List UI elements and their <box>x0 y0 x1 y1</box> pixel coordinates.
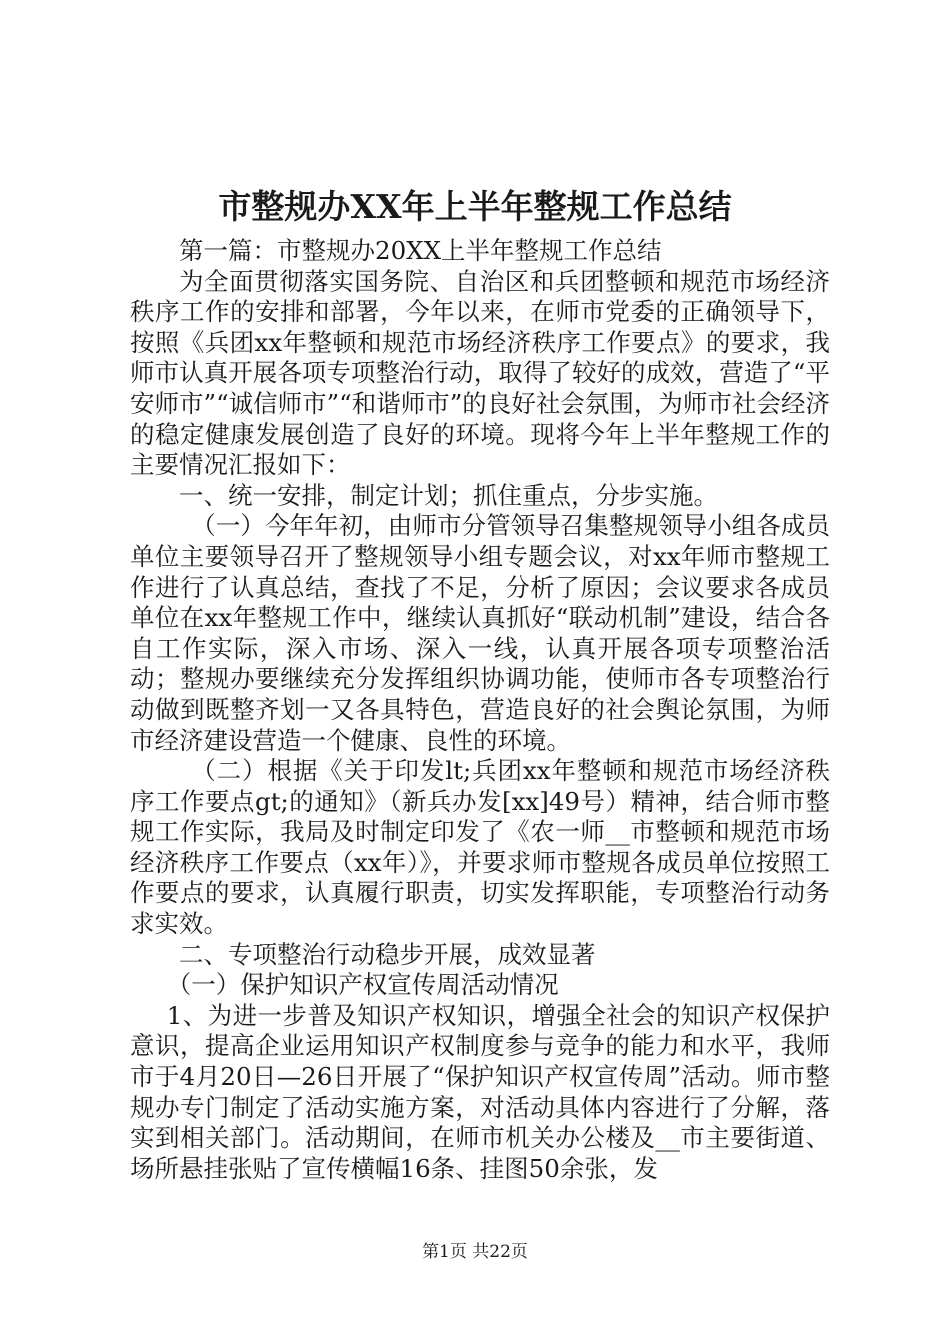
subsection-heading: （一）保护知识产权宣传周活动情况 <box>166 970 559 1000</box>
section-heading-one: 一、统一安排，制定计划；抓住重点，分步实施。 <box>179 480 718 510</box>
document-body <box>130 236 830 1184</box>
paragraph-item-1: （一）今年年初，由师市分管领导召集整规领导小组各成员单位主要领导召开了整规领导小组专题会议，对xx年师市整规工作进行了认真总结，查找了不足，分析了原因；会议要求各成员单位在xx年整规工作中，继续认真抓好“联动机制”建设，结合各自工作实际，深入市场、深入一线，认真开展各项专项整治活动；整规办要继续充分发挥组织协调功能，使师市各专项整治行动做到既整齐划一又各具特色，营造良好的社会舆论氛围，为师市经济建设营造一个健康、良性的环境。 <box>130 511 830 755</box>
section-heading-first: 第一篇：市整规办20XX上半年整规工作总结 <box>179 236 662 265</box>
paragraph-point-1: 1、为进一步普及知识产权知识，增强全社会的知识产权保护意识，提高企业运用知识产权制度参与竞争的能力和水平，我师市于4月20日—26日开展了“保护知识产权宣传周”活动。师市整规办专门制定了活动实施方案，对活动具体内容进行了分解，落实到相关部门。活动期间，在师市机关办公楼及__市主要街道、场所悬挂张贴了宣传横幅16条、挂图50余张，发 <box>130 1000 830 1183</box>
section-heading-two: 二、专项整治行动稳步开展，成效显著 <box>179 939 596 969</box>
intro-paragraph: 为全面贯彻落实国务院、自治区和兵团整顿和规范市场经济秩序工作的安排和部署，今年以来，在师市党委的正确领导下，按照《兵团xx年整顿和规范市场经济秩序工作要点》的要求，我师市认真开展各项专项整治行动，取得了较好的成效，营造了“平安师市”“诚信师市”“和谐师市”的良好社会氛围，为师市社会经济的稳定健康发展创造了良好的环境。现将今年上半年整规工作的主要情况汇报如下： <box>130 266 830 480</box>
paragraph-item-2: （二）根据《关于印发lt;兵团xx年整顿和规范市场经济秩序工作要点gt;的通知》（新兵办发[xx]49号）精神，结合师市整规工作实际，我局及时制定印发了《农一师__市整顿和规范市场经济秩序工作要点（xx年）》，并要求师市整规各成员单位按照工作要点的要求，认真履行职责，切实发挥职能，专项整治行动务求实效。 <box>130 756 830 939</box>
page-footer: 第1页 共22页 <box>422 1242 528 1262</box>
document-title: 市整规办XX年上半年整规工作总结 <box>218 187 732 226</box>
